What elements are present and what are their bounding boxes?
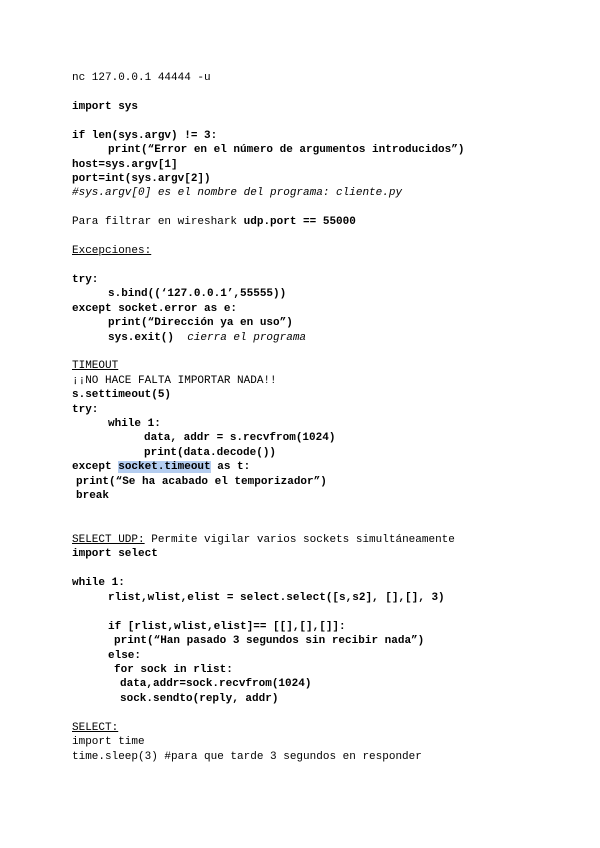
import-sys-line: import sys: [72, 101, 139, 113]
import-time-line: import time: [72, 736, 145, 748]
print-decode-line: print(data.decode()): [144, 447, 277, 459]
except-keyword: except: [72, 461, 119, 473]
while-line-1: while 1:: [108, 418, 161, 430]
else-line: else:: [108, 650, 142, 662]
no-import-note: ¡¡NO HACE FALTA IMPORTAR NADA!!: [72, 375, 277, 387]
excepciones-heading: Excepciones:: [72, 245, 152, 257]
sendto-line: sock.sendto(reply, addr): [120, 693, 279, 705]
sys-exit-comment: cierra el programa: [187, 332, 307, 344]
data-addr-line: data,addr=sock.recvfrom(1024): [120, 678, 312, 690]
bind-line: s.bind((‘127.0.0.1’,55555)): [108, 288, 287, 300]
select-udp-description: Permite vigilar varios sockets simultáneamente: [144, 534, 455, 546]
if-len-line: if len(sys.argv) != 3:: [72, 130, 218, 142]
import-select-line: import select: [72, 548, 158, 560]
filter-expression: udp.port == 55000: [243, 216, 356, 228]
select-udp-heading: SELECT UDP:: [72, 534, 145, 546]
select-call-line: rlist,wlist,elist = select.select([s,s2], [],[], 3): [108, 592, 445, 604]
print-temporizador-line: print(“Se ha acabado el temporizador”): [76, 476, 327, 488]
wireshark-filter-line: [72, 215, 356, 229]
try-line-2: try:: [72, 404, 99, 416]
print-han-pasado-line: print(“Han pasado 3 segundos sin recibir nada”): [114, 635, 425, 647]
settimeout-line: s.settimeout(5): [72, 389, 172, 401]
recvfrom-line: data, addr = s.recvfrom(1024): [144, 432, 336, 444]
print-direccion-line: print(“Dirección ya en uso”): [108, 317, 293, 329]
timeout-heading: TIMEOUT: [72, 360, 119, 372]
socket-timeout-highlight: socket.timeout: [118, 461, 211, 473]
except-socket-error-line: except socket.error as e:: [72, 303, 238, 315]
try-line-1: try:: [72, 274, 99, 286]
nc-command-line: nc 127.0.0.1 44444 -u: [72, 72, 211, 84]
sys-exit-line: [108, 331, 306, 345]
as-t-text: as t:: [210, 461, 251, 473]
print-error-line: print(“Error en el número de argumentos introducidos”): [108, 144, 465, 156]
filter-prefix: Para filtrar en wireshark: [72, 216, 244, 228]
port-line: port=int(sys.argv[2]): [72, 173, 211, 185]
for-sock-line: for sock in rlist:: [114, 664, 233, 676]
select-heading: SELECT:: [72, 722, 119, 734]
except-timeout-line: [72, 460, 250, 474]
sys-exit-call: sys.exit(): [108, 332, 175, 344]
select-udp-line: [72, 533, 455, 547]
if-empty-line: if [rlist,wlist,elist]== [[],[],[]]:: [108, 621, 346, 633]
time-sleep-line: time.sleep(3) #para que tarde 3 segundos en responder: [72, 751, 422, 763]
argv-comment-line: #sys.argv[0] es el nombre del programa: cliente.py: [72, 187, 403, 199]
break-line: break: [76, 490, 110, 502]
while-line-2: while 1:: [72, 577, 125, 589]
host-line: host=sys.argv[1]: [72, 159, 178, 171]
